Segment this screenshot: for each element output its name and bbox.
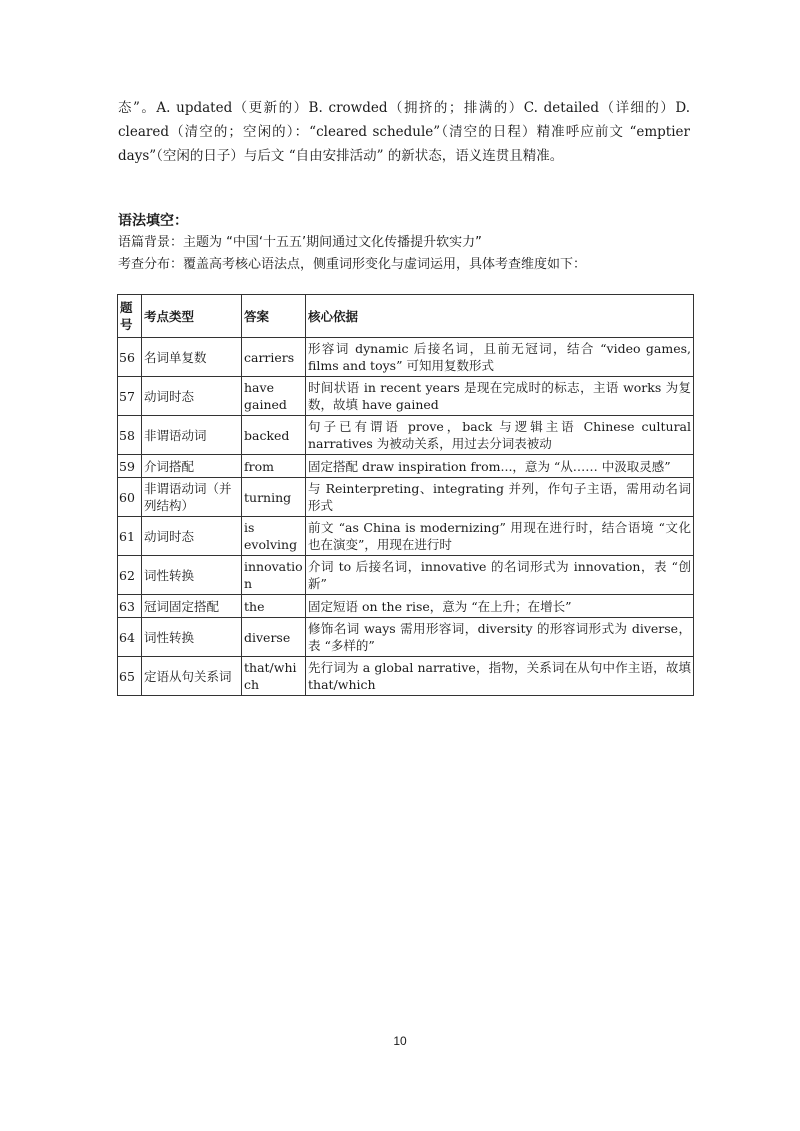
answer: have gained [242, 377, 306, 416]
question-number: 56 [118, 338, 142, 377]
point-type: 非谓语动词 [142, 416, 242, 455]
question-number: 62 [118, 556, 142, 595]
passage-info [118, 232, 698, 276]
basis: 时间状语 in recent years 是现在完成时的标志，主语 works 为复数，故填 have gained [306, 377, 694, 416]
question-number: 65 [118, 657, 142, 696]
point-type: 名词单复数 [142, 338, 242, 377]
table-row [118, 416, 694, 455]
question-number: 57 [118, 377, 142, 416]
answer: turning [242, 478, 306, 517]
basis: 先行词为 a global narrative，指物，关系词在从句中作主语，故填 that/which [306, 657, 694, 696]
table-row [118, 338, 694, 377]
answer: the [242, 595, 306, 618]
question-number: 60 [118, 478, 142, 517]
basis: 固定搭配 draw inspiration from...，意为 “从…… 中汲取灵感” [306, 455, 694, 478]
answer: diverse [242, 618, 306, 657]
header-answer: 答案 [242, 295, 306, 338]
point-type: 冠词固定搭配 [142, 595, 242, 618]
answer: is evolving [242, 517, 306, 556]
point-type: 动词时态 [142, 377, 242, 416]
passage-background: 语篇背景：主题为 “中国‘十五五’期间通过文化传播提升软实力” [118, 235, 482, 250]
table-row [118, 595, 694, 618]
answer: from [242, 455, 306, 478]
question-number: 59 [118, 455, 142, 478]
answer-explanation-paragraph [118, 96, 690, 168]
grammar-answer-table [117, 294, 694, 696]
table-row [118, 478, 694, 517]
point-type: 介词搭配 [142, 455, 242, 478]
basis: 介词 to 后接名词，innovative 的名词形式为 innovation，表 “创新” [306, 556, 694, 595]
table-row [118, 455, 694, 478]
header-point-type: 考点类型 [142, 295, 242, 338]
basis: 与 Reinterpreting、integrating 并列，作句子主语，需用动名词形式 [306, 478, 694, 517]
answer: innovation [242, 556, 306, 595]
page-number: 10 [393, 1034, 407, 1048]
point-type: 非谓语动词（并列结构） [142, 478, 242, 517]
table-row [118, 556, 694, 595]
question-number: 63 [118, 595, 142, 618]
table-row [118, 657, 694, 696]
explanation-text: 态”。A. updated（更新的）B. crowded（拥挤的；排满的）C. detailed（详细的）D. cleared（清空的；空闲的）：“cleared schedule”（清空的日程）精准呼应前文 “emptier days”（空闲的日子）与后文 “自由安排活动” 的新状态，语义连贯且精准。 [118, 100, 690, 164]
table-row [118, 517, 694, 556]
basis: 修饰名词 ways 需用形容词，diversity 的形容词形式为 diverse，表 “多样的” [306, 618, 694, 657]
answer: that/which [242, 657, 306, 696]
basis: 前文 “as China is modernizing” 用现在进行时，结合语境 “文化也在演变”，用现在进行时 [306, 517, 694, 556]
section-title: 语法填空： [118, 213, 188, 229]
basis: 句子已有谓语 prove，back 与逻辑主语 Chinese cultural narratives 为被动关系，用过去分词表被动 [306, 416, 694, 455]
answer: backed [242, 416, 306, 455]
basis: 固定短语 on the rise，意为 “在上升；在增长” [306, 595, 694, 618]
header-question-number: 题号 [118, 295, 142, 338]
point-type: 词性转换 [142, 556, 242, 595]
basis: 形容词 dynamic 后接名词，且前无冠词，结合 “video games, films and toys” 可知用复数形式 [306, 338, 694, 377]
question-number: 58 [118, 416, 142, 455]
table-row [118, 618, 694, 657]
header-basis: 核心依据 [306, 295, 694, 338]
table-row [118, 377, 694, 416]
point-type: 动词时态 [142, 517, 242, 556]
table-header-row [118, 295, 694, 338]
test-distribution: 考查分布：覆盖高考核心语法点，侧重词形变化与虚词运用，具体考查维度如下： [118, 257, 587, 272]
point-type: 词性转换 [142, 618, 242, 657]
question-number: 61 [118, 517, 142, 556]
point-type: 定语从句关系词 [142, 657, 242, 696]
answer: carriers [242, 338, 306, 377]
question-number: 64 [118, 618, 142, 657]
